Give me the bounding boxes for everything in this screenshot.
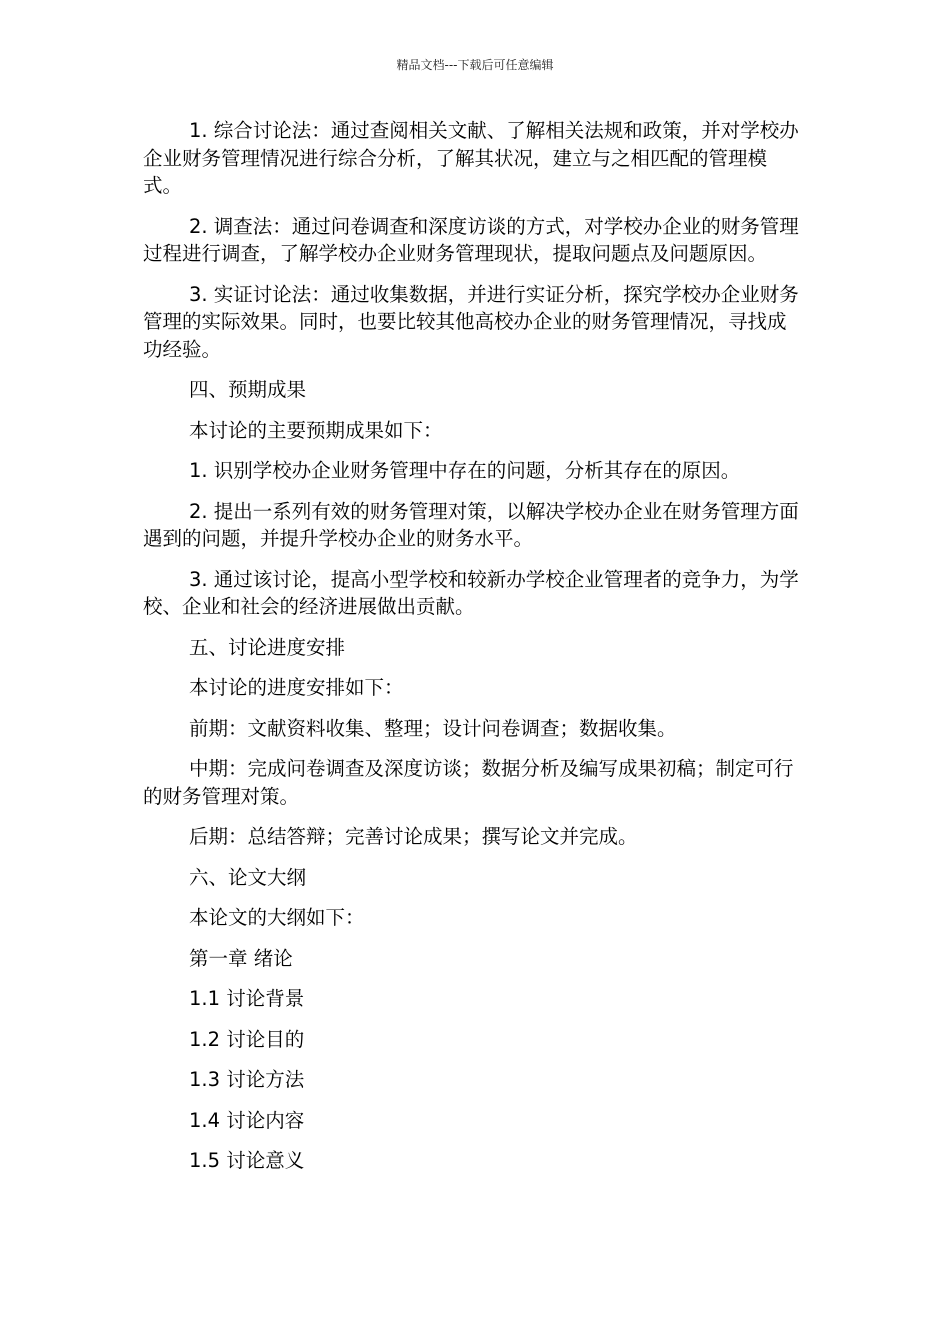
expected-result-3: 3. 通过该讨论，提高小型学校和较新办学校企业管理者的竞争力，为学校、企业和社会的经济进展做出贡献。	[143, 567, 799, 618]
section-heading-schedule: 五、讨论进度安排	[189, 635, 346, 659]
schedule-late: 后期：总结答辩；完善讨论成果；撰写论文并完成。	[189, 825, 638, 848]
outline-intro: 本论文的大纲如下：	[189, 906, 365, 929]
method-empirical: 3. 实证讨论法：通过收集数据，并进行实证分析，探究学校办企业财务管理的实际效果。同时，也要比较其他高校办企业的财务管理情况，寻找成功经验。	[143, 282, 799, 361]
schedule-intro: 本讨论的进度安排如下：	[189, 676, 404, 699]
page-header: 精品文档---下载后可任意编辑	[396, 58, 554, 72]
section-heading-outline: 六、论文大纲	[189, 865, 307, 889]
schedule-early: 前期：文献资料收集、整理；设计问卷调查；数据收集。	[189, 716, 677, 740]
expected-result-2: 2. 提出一系列有效的财务管理对策，以解决学校办企业在财务管理方面遇到的问题，并提升学校办企业的财务水平。	[143, 499, 799, 550]
expected-result-1: 1. 识别学校办企业财务管理中存在的问题，分析其存在的原因。	[189, 459, 741, 482]
outline-item-1-5: 1.5 讨论意义	[189, 1149, 305, 1172]
section-heading-expected-results: 四、预期成果	[189, 378, 307, 401]
outline-item-1-4: 1.4 讨论内容	[189, 1108, 305, 1132]
outline-item-1-1: 1.1 讨论背景	[189, 987, 305, 1010]
outline-chapter-1: 第一章 绪论	[189, 946, 293, 970]
method-comprehensive: 1. 综合讨论法：通过查阅相关文献、了解相关法规和政策，并对学校办企业财务管理情况进行综合分析，了解其状况，建立与之相匹配的管理模式。	[143, 119, 799, 197]
outline-item-1-2: 1.2 讨论目的	[189, 1027, 305, 1051]
schedule-middle: 中期：完成问卷调查及深度访谈；数据分析及编写成果初稿；制定可行的财务管理对策。	[143, 757, 794, 808]
expected-results-intro: 本讨论的主要预期成果如下：	[189, 418, 443, 442]
document-body	[143, 117, 803, 1188]
method-survey: 2. 调查法：通过问卷调查和深度访谈的方式，对学校办企业的财务管理过程进行调查，了解学校办企业财务管理现状，提取问题点及问题原因。	[143, 214, 799, 265]
outline-item-1-3: 1.3 讨论方法	[189, 1068, 305, 1091]
